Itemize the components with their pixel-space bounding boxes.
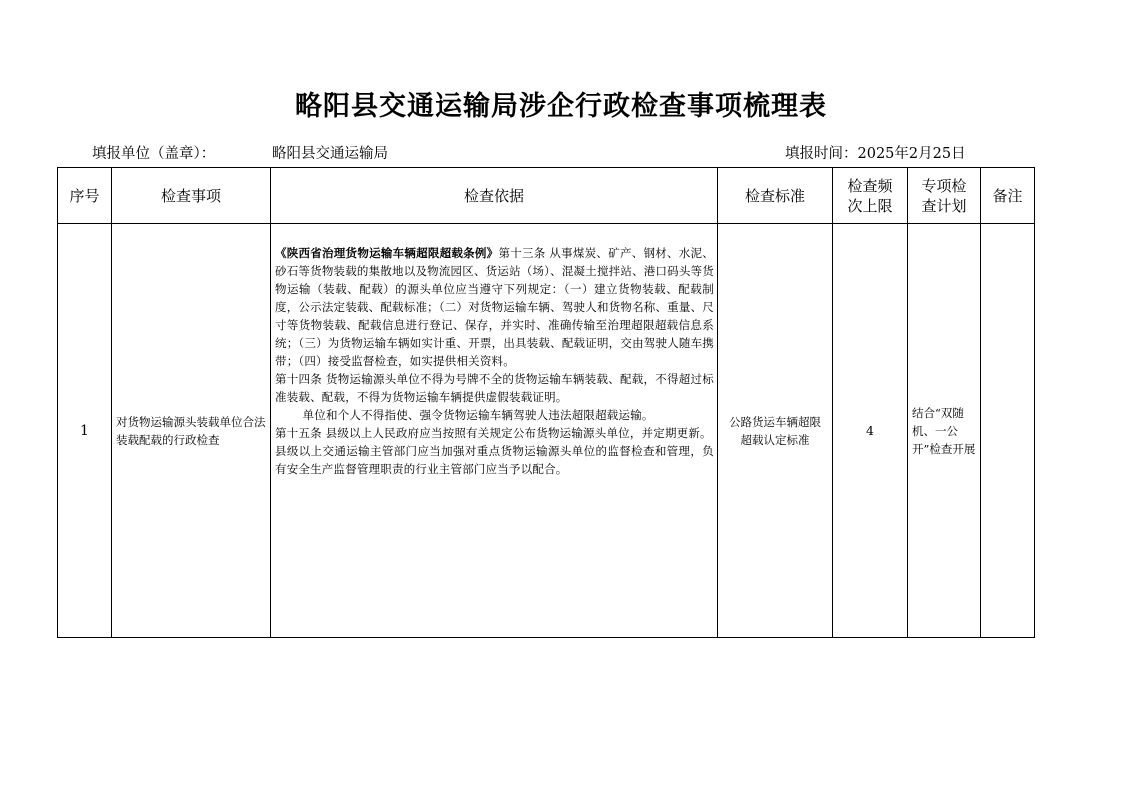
basis-para-3: 单位和个人不得指使、强令货物运输车辆驾驶人违法超限超载运输。 bbox=[302, 408, 654, 422]
basis-para-5: 县级以上交通运输主管部门应当加强对重点货物运输源头单位的监督检查和管理，负有安全生产监督管理职责的行业主管部门应当予以配合。 bbox=[275, 444, 714, 476]
cell-frequency: 4 bbox=[833, 224, 908, 638]
page-title: 略阳县交通运输局涉企行政检查事项梳理表 bbox=[295, 91, 827, 122]
header-seq: 序号 bbox=[58, 168, 112, 224]
header-frequency-line2: 次上限 bbox=[847, 196, 893, 215]
unit-value: 略阳县交通运输局 bbox=[272, 146, 388, 162]
cell-standard: 公路货运车辆超限超载认定标准 bbox=[718, 224, 833, 638]
basis-article-14: 第十四条 货物运输源头单位不得为号牌不全的货物运输车辆装载、配载，不得超过标准装载、配载，不得为货物运输车辆提供虚假装载证明。 bbox=[275, 372, 714, 404]
unit-label: 填报单位（盖章）： bbox=[92, 146, 216, 162]
basis-para-1 bbox=[275, 244, 714, 370]
cell-plan: 结合“双随机、一公开”检查开展 bbox=[908, 224, 981, 638]
report-date bbox=[785, 142, 966, 163]
cell-item: 对货物运输源头装载单位合法装载配载的行政检查 bbox=[112, 224, 271, 638]
cell-basis bbox=[271, 224, 718, 638]
header-remark: 备注 bbox=[981, 168, 1035, 224]
basis-article-15: 第十五条 县级以上人民政府应当按照有关规定公布货物运输源头单位，并定期更新。 bbox=[275, 426, 712, 440]
header-frequency bbox=[833, 168, 908, 224]
table-row bbox=[58, 224, 1035, 638]
header-row bbox=[58, 168, 1035, 224]
inspection-table bbox=[57, 167, 1035, 638]
header-standard: 检查标准 bbox=[718, 168, 833, 224]
header-frequency-line1: 检查频 bbox=[847, 176, 893, 195]
header-plan-line1: 专项检 bbox=[921, 176, 967, 195]
basis-law-title: 《陕西省治理货物运输车辆超限超载条例》 bbox=[275, 246, 499, 260]
date-value: 2025年2月25日 bbox=[857, 146, 966, 162]
header-plan-line2: 查计划 bbox=[921, 196, 967, 215]
header-plan bbox=[908, 168, 981, 224]
date-label: 填报时间： bbox=[785, 146, 858, 162]
header-item: 检查事项 bbox=[112, 168, 271, 224]
cell-seq: 1 bbox=[58, 224, 112, 638]
basis-article-13: 第十三条 从事煤炭、矿产、钢材、水泥、砂石等货物装载的集散地以及物流园区、货运站（场）、混凝土搅拌站、港口码头等货物运输（装载、配载）的源头单位应当遵守下列规定：（一）建立货物装载、配载制度，公示法定装载、配载标准；（二）对货物运输车辆、驾驶人和货物名称、重量、尺寸等货物装载、配载信息进行登记、保存，并实时、准确传输至治理超限超载信息系统；（三）为货物运输车辆如实计重、开票，出具装载、配载证明，交由驾驶人随车携带；（四）接受监督检查，如实提供相关资料。 bbox=[275, 246, 714, 368]
cell-remark bbox=[981, 224, 1035, 638]
header-basis: 检查依据 bbox=[271, 168, 718, 224]
